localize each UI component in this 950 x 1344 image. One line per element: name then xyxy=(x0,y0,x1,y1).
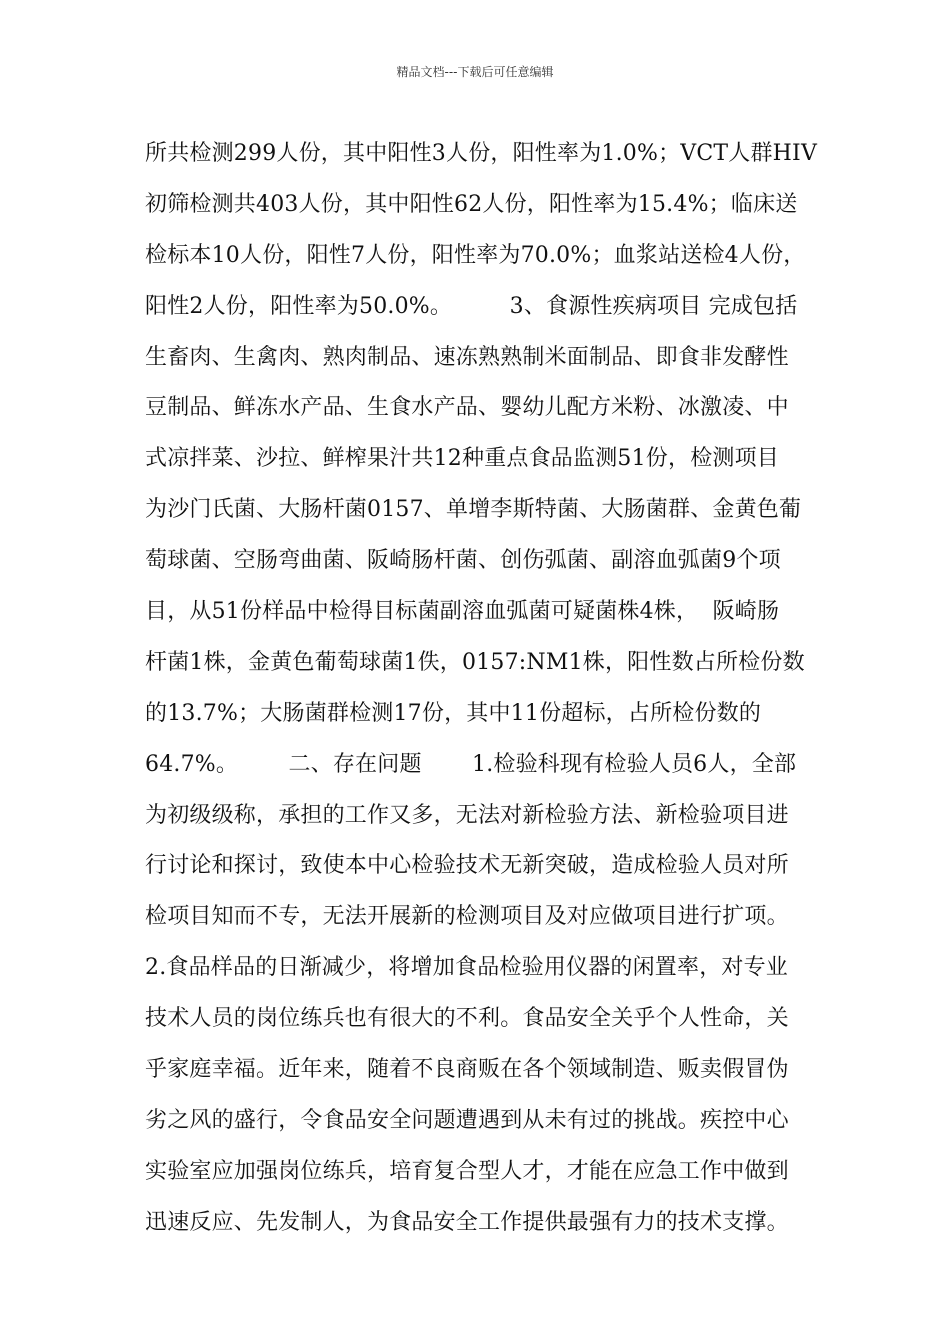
text-line: 生畜肉、生禽肉、熟肉制品、速冻熟熟制米面制品、即食非发酵性 xyxy=(145,344,789,370)
text-line: 初筛检测共403人份，其中阳性62人份，阳性率为15.4%；临床送 xyxy=(145,191,798,217)
text-line: 劣之风的盛行，令食品安全问题遭遇到从未有过的挑战。疾控中心 xyxy=(145,1107,789,1133)
text-line: 萄球菌、空肠弯曲菌、阪崎肠杆菌、创伤弧菌、副溶血弧菌9个项 xyxy=(145,548,781,574)
text-line: 乎家庭幸福。近年来，随着不良商贩在各个领域制造、贩卖假冒伪 xyxy=(145,1057,789,1083)
page-header: 精品文档---下载后可任意编辑 xyxy=(396,65,554,79)
text-line: 的13.7%；大肠菌群检测17份，其中11份超标，占所检份数的 xyxy=(145,700,762,726)
text-line: 实验室应加强岗位练兵，培育复合型人才，才能在应急工作中做到 xyxy=(145,1158,789,1184)
text-line: 为沙门氏菌、大肠杆菌0157、单增李斯特菌、大肠菌群、金黄色葡 xyxy=(145,497,802,523)
text-line: 式凉拌菜、沙拉、鲜榨果汁共12种重点食品监测51份，检测项目 xyxy=(145,446,779,472)
text-line: 所共检测299人份，其中阳性3人份，阳性率为1.0%；VCT人群HIV xyxy=(145,141,818,166)
text-line: 迅速反应、先发制人，为食品安全工作提供最强有力的技术支撑。 xyxy=(145,1209,789,1235)
text-line: 杆菌1株，金黄色葡萄球菌1佚，0157:NM1株，阳性数占所检份数 xyxy=(145,649,805,675)
text-line: 64.7%。 二、存在问题 1.检验科现有检验人员6人，全部 xyxy=(145,751,797,777)
text-line: 检项目知而不专，无法开展新的检测项目及对应做项目进行扩项。 xyxy=(145,904,789,930)
text-line: 检标本10人份，阳性7人份，阳性率为70.0%；血浆站送检4人份， xyxy=(145,242,806,268)
text-line: 豆制品、鲜冻水产品、生食水产品、婴幼儿配方米粉、冰激凌、中 xyxy=(145,395,789,421)
text-line: 目，从51份样品中检得目标菌副溶血弧菌可疑菌株4株， 阪崎肠 xyxy=(145,599,780,625)
text-line: 行讨论和探讨，致使本中心检验技术无新突破，造成检验人员对所 xyxy=(145,853,789,879)
text-line: 技术人员的岗位练兵也有很大的不利。食品安全关乎个人性命，关 xyxy=(145,1006,789,1032)
text-line: 2.食品样品的日渐减少，将增加食品检验用仪器的闲置率，对专业 xyxy=(145,955,788,981)
text-line: 阳性2人份，阳性率为50.0%。 3、食源性疾病项目 完成包括 xyxy=(145,293,798,319)
text-line: 为初级级称，承担的工作又多，无法对新检验方法、新检验项目进 xyxy=(145,802,789,828)
body-text xyxy=(145,129,835,1249)
